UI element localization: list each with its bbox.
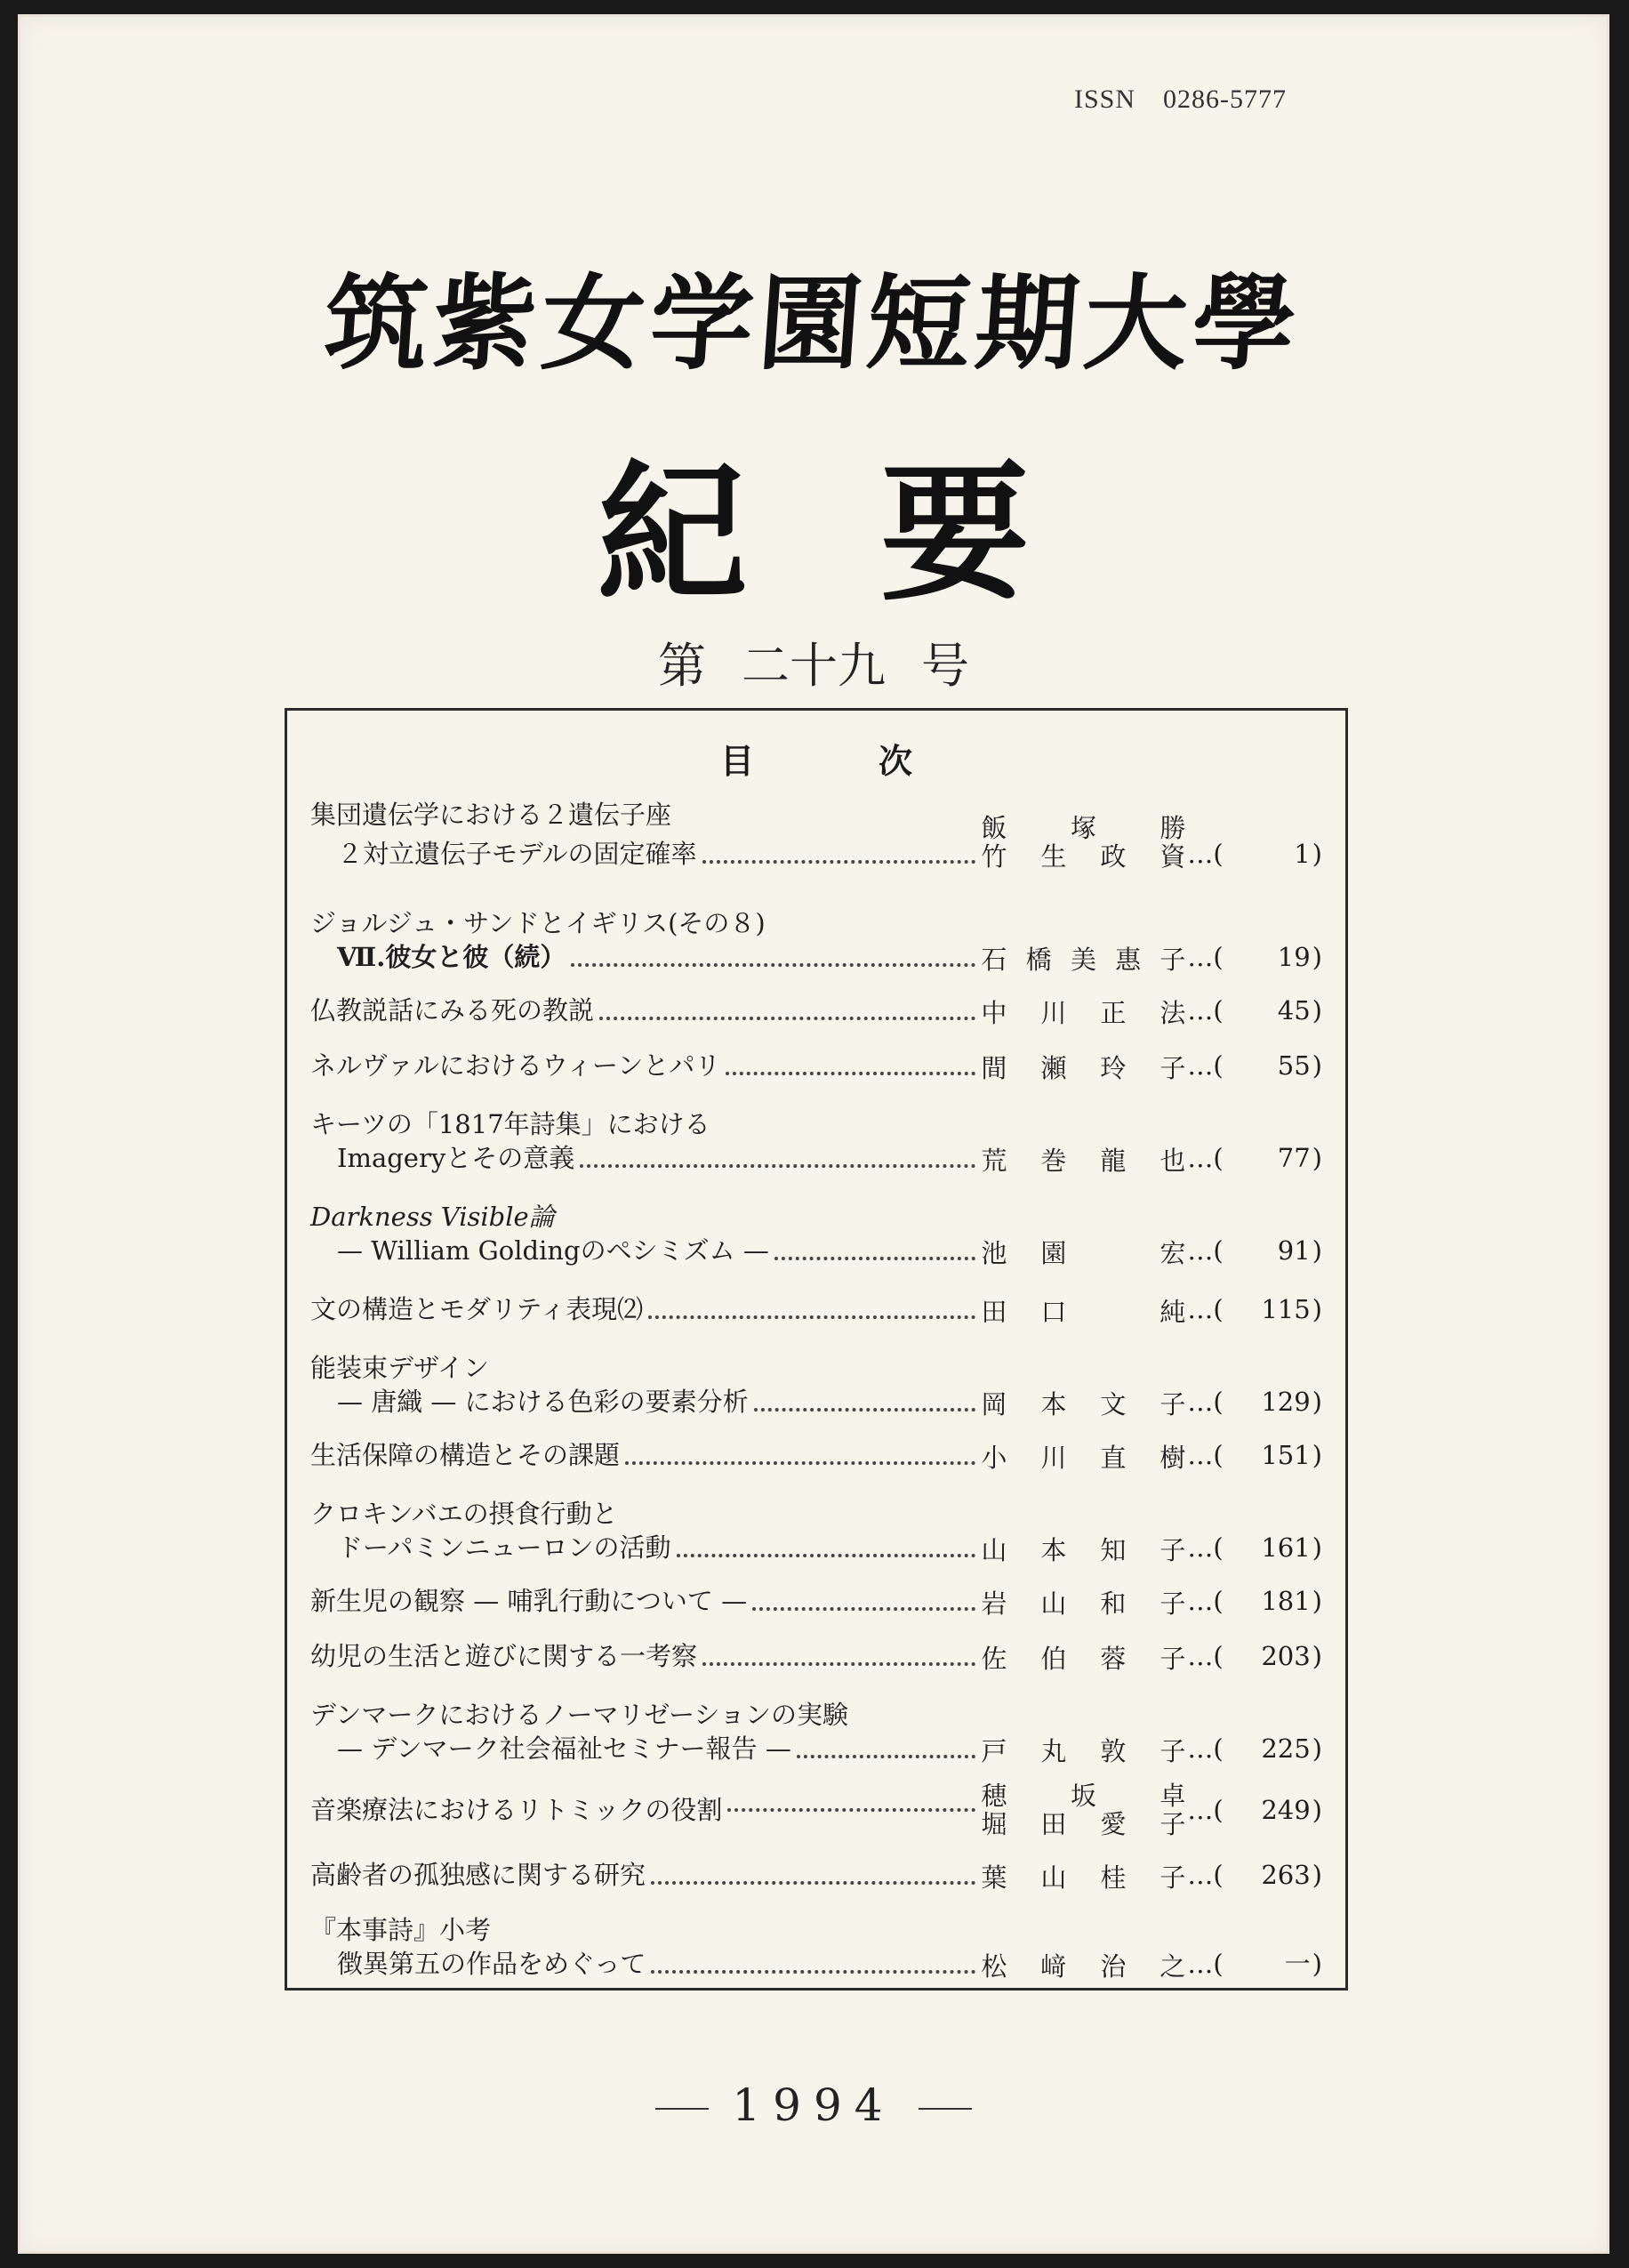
table-of-contents <box>285 708 1348 1991</box>
entry-page: 129 <box>1261 1387 1311 1417</box>
toc-entry: 仏教説話にみる死の教説 中川正法 …( 45 ) <box>310 995 1322 1028</box>
entry-page: 77 <box>1277 1143 1311 1173</box>
entry-author: 葉山桂子 <box>981 1862 1186 1893</box>
entry-title: 音楽療法におけるリトミックの役割 <box>310 1795 723 1825</box>
dot-leader <box>702 1662 975 1666</box>
entry-author: 飯塚勝 <box>981 813 1186 843</box>
toc-entry: 能装束デザイン — 唐織 — における色彩の要素分析 岡本文子 …( 129 ) <box>310 1353 1322 1420</box>
entry-title: Darkness Visible論 <box>310 1202 555 1232</box>
issue-suffix: 号 <box>921 638 969 694</box>
entry-author: 穂坂卓 <box>981 1781 1186 1811</box>
entry-page: 203 <box>1261 1641 1311 1671</box>
dot-leader <box>752 1607 975 1611</box>
entry-title: 集団遺伝学における２遺伝子座 <box>310 800 672 830</box>
entry-author: 間瀬玲子 <box>981 1053 1186 1083</box>
entry-title: ジョルジュ・サンドとイギリス(その８) <box>310 908 766 938</box>
toc-entry: クロキンバエの摂食行動と ドーパミンニューロンの活動 山本知子 …( 161 ) <box>310 1499 1322 1565</box>
entry-subtitle: — William Goldingのペシミズム — <box>337 1235 769 1266</box>
entry-page: 151 <box>1261 1440 1311 1470</box>
entry-page: 225 <box>1261 1733 1311 1764</box>
dot-leader <box>651 1881 975 1885</box>
dot-leader <box>754 1408 976 1411</box>
entry-title: 幼児の生活と遊びに関する一考察 <box>310 1641 698 1671</box>
entry-title: デンマークにおけるノーマリゼーションの実験 <box>310 1700 848 1730</box>
entry-page: 一 <box>1284 1949 1311 1979</box>
entry-author: 荒巻龍也 <box>981 1146 1186 1176</box>
year-rule-left <box>655 2108 709 2110</box>
entry-title: ネルヴァルにおけるウィーンとパリ <box>310 1050 721 1081</box>
entry-author: 田口 純 <box>981 1297 1186 1327</box>
dot-leader <box>625 1461 975 1465</box>
entry-subtitle: 徴異第五の作品をめぐって <box>337 1949 646 1979</box>
issue-prefix: 第 <box>658 638 706 694</box>
entry-author: 堀田愛子 <box>981 1809 1186 1839</box>
entry-page: 55 <box>1277 1050 1311 1081</box>
toc-entry: 『本事詩』小考 徴異第五の作品をめぐって 松﨑治之 …( 一 ) <box>310 1915 1322 1982</box>
entry-author: 岩山和子 <box>981 1588 1186 1619</box>
dot-leader <box>797 1755 975 1758</box>
entry-title: 文の構造とモダリティ表現⑵ <box>310 1294 644 1324</box>
toc-entry: Darkness Visible論 — William Goldingのペシミズム — 池園 宏 …( 91 ) <box>310 1202 1322 1268</box>
toc-entry: 音楽療法におけるリトミックの役割 穂坂卓 堀田愛子 …( 249 ) <box>310 1781 1322 1839</box>
journal-cover <box>18 14 1609 2254</box>
toc-entry: ネルヴァルにおけるウィーンとパリ 間瀬玲子 …( 55 ) <box>310 1050 1322 1083</box>
entry-page: 181 <box>1261 1586 1311 1616</box>
entry-author: 松﨑治之 <box>981 1951 1186 1982</box>
toc-entry: キーツの「1817年詩集」における Imageryとその意義 荒巻龍也 …( 77 ) <box>310 1109 1322 1176</box>
entry-title: クロキンバエの摂食行動と <box>310 1499 618 1529</box>
entry-author: 戸丸敦子 <box>981 1736 1186 1766</box>
entry-author: 池園 宏 <box>981 1238 1186 1268</box>
entry-page: 263 <box>1261 1860 1311 1890</box>
entry-title: 『本事詩』小考 <box>310 1915 492 1945</box>
entry-page: 45 <box>1277 995 1311 1025</box>
issue-number <box>18 628 1609 696</box>
dot-leader <box>677 1554 976 1557</box>
entry-author: 竹生政資 <box>981 841 1186 872</box>
dot-leader <box>648 1315 975 1319</box>
entry-page: 19 <box>1277 942 1311 972</box>
entry-title: キーツの「1817年詩集」における <box>310 1109 710 1139</box>
entry-page: 115 <box>1261 1294 1311 1324</box>
entry-author: 小川直樹 <box>981 1443 1186 1473</box>
dot-leader <box>571 963 975 967</box>
entry-title: 生活保障の構造とその課題 <box>310 1440 621 1470</box>
dot-leader <box>580 1164 975 1168</box>
entry-page: 91 <box>1277 1235 1311 1266</box>
dot-leader <box>774 1257 976 1260</box>
entry-subtitle: ドーパミンニューロンの活動 <box>337 1532 671 1563</box>
entry-author: 岡本文子 <box>981 1389 1186 1420</box>
toc-entry: デンマークにおけるノーマリゼーションの実験 — デンマーク社会福祉セミナー報告 — 戸丸敦子 …( 225 ) <box>310 1700 1322 1766</box>
publication-year <box>18 2079 1609 2131</box>
toc-entry: ジョルジュ・サンドとイギリス(その８) Ⅶ.彼女と彼（続） 石橋美惠子 …( 19 ) <box>310 908 1322 975</box>
journal-title: 紀要 <box>598 445 1163 621</box>
entry-page: 161 <box>1261 1532 1311 1563</box>
entry-page: 249 <box>1261 1795 1311 1825</box>
entry-author: 中川正法 <box>981 998 1186 1028</box>
dot-leader <box>599 1017 975 1020</box>
dot-leader <box>702 860 976 864</box>
entry-subtitle: ２対立遺伝子モデルの固定確率 <box>337 839 697 869</box>
entry-author: 石橋美惠子 <box>981 945 1186 975</box>
entry-page: 1 <box>1294 839 1311 869</box>
entry-subtitle: — 唐織 — における色彩の要素分析 <box>337 1387 749 1417</box>
entry-author: 佐伯蓉子 <box>981 1644 1186 1674</box>
entry-author: 山本知子 <box>981 1535 1186 1565</box>
year-text: 1994 <box>732 2079 895 2131</box>
dot-leader <box>727 1808 975 1812</box>
toc-entry: 幼児の生活と遊びに関する一考察 佐伯蓉子 …( 203 ) <box>310 1641 1322 1674</box>
toc-entry: 高齢者の孤独感に関する研究 葉山桂子 …( 263 ) <box>310 1860 1322 1893</box>
toc-heading: 目次 <box>719 742 1037 781</box>
entry-title: 仏教説話にみる死の教説 <box>310 995 595 1025</box>
entry-subtitle: Imageryとその意義 <box>337 1143 575 1173</box>
issn-label: ISSN 0286-5777 <box>1074 84 1288 114</box>
entry-title: 高齢者の孤独感に関する研究 <box>310 1860 646 1890</box>
dot-leader <box>726 1072 975 1075</box>
toc-entry: 新生児の観察 — 哺乳行動について — 岩山和子 …( 181 ) <box>310 1586 1322 1619</box>
entry-title: 能装束デザイン <box>310 1353 489 1383</box>
toc-entry: 集団遺伝学における２遺伝子座 ２対立遺伝子モデルの固定確率 飯塚勝 竹生政資 …( 1 ) <box>310 800 1322 872</box>
issue-value: 二十九 <box>742 638 886 694</box>
toc-entry: 生活保障の構造とその課題 小川直樹 …( 151 ) <box>310 1440 1322 1473</box>
toc-entry: 文の構造とモダリティ表現⑵ 田口 純 …( 115 ) <box>310 1294 1322 1327</box>
dot-leader <box>651 1970 975 1974</box>
entry-subtitle: Ⅶ.彼女と彼（続） <box>337 942 566 972</box>
institution-name: 筑紫女学園短期大學 <box>320 263 1306 384</box>
year-rule-right <box>919 2108 972 2110</box>
entry-title: 新生児の観察 — 哺乳行動について — <box>310 1586 748 1616</box>
entry-subtitle: — デンマーク社会福祉セミナー報告 — <box>337 1733 791 1764</box>
